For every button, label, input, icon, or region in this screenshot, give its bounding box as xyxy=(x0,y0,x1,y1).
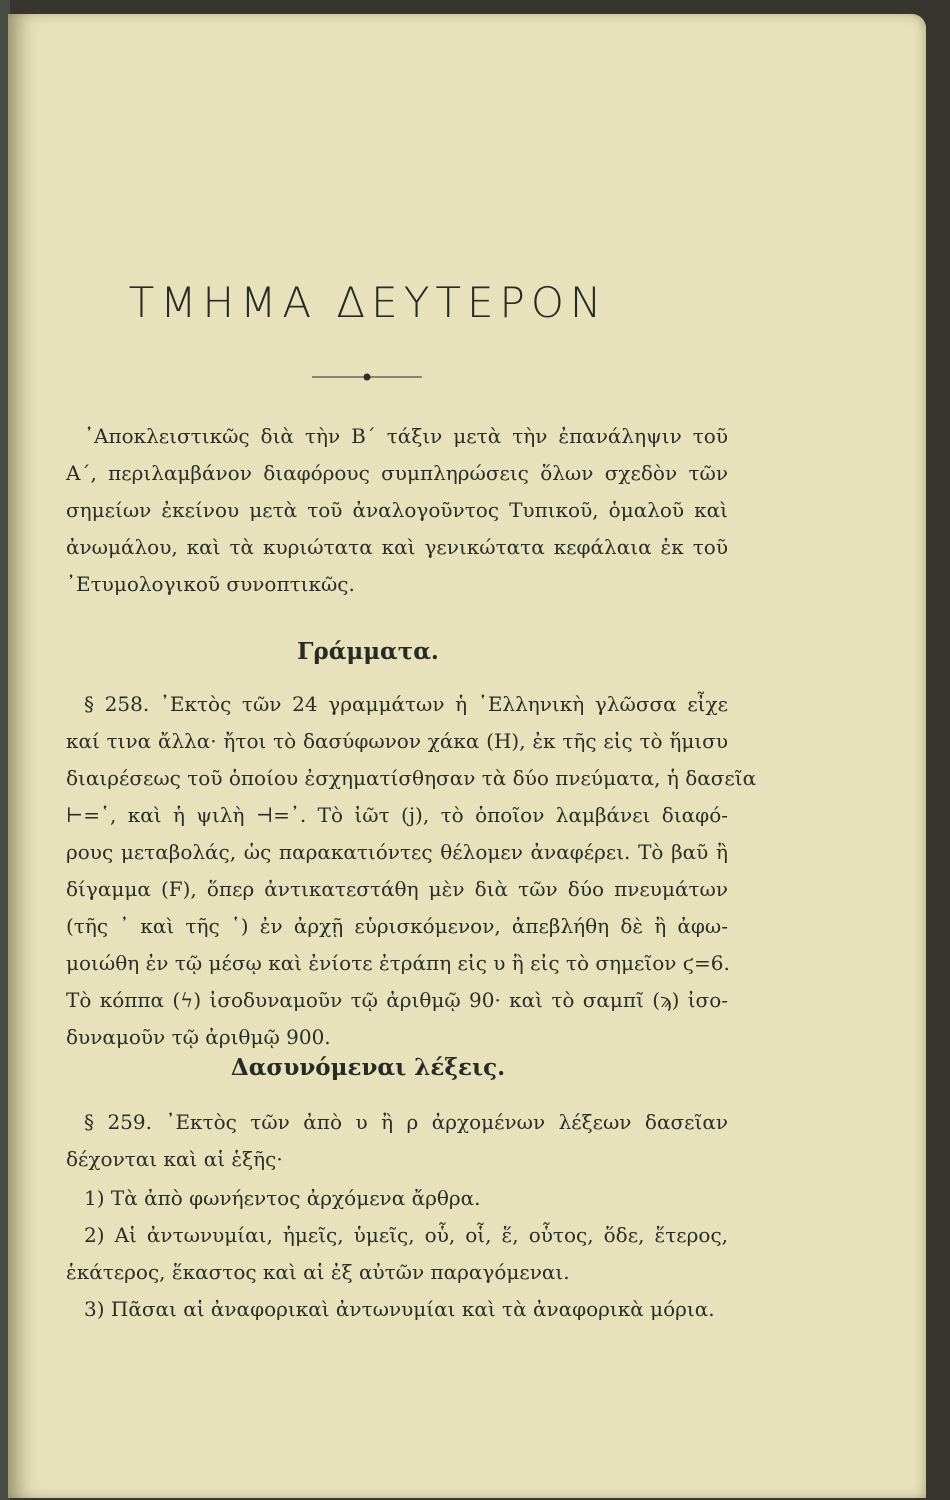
list-item: ἑκάτερος, ἕκαστος καὶ αἱ ἐξ αὐτῶν παραγόμεναι. xyxy=(66,1260,570,1284)
paragraph-258 xyxy=(66,686,757,1056)
heading-grammata: Γράμματα. xyxy=(297,638,439,665)
para-line: δέχονται καὶ αἱ ἑξῆς· xyxy=(66,1147,283,1171)
para-line: (τῆς ᾿ καὶ τῆς ῾) ἐν ἀρχῇ εὑρισκόμενον, ἀπεβλήθη δὲ ἢ ἀφω- xyxy=(66,914,728,938)
intro-line: σημείων ἐκείνου μετὰ τοῦ ἀναλογοῦντος Τυπικοῦ, ὁμαλοῦ καὶ xyxy=(66,498,728,522)
para-line: § 258. ᾿Εκτὸς τῶν 24 γραμμάτων ἡ ῾Ελληνικὴ γλῶσσα εἶχε xyxy=(84,692,728,716)
para-line: διαιρέσεως τοῦ ὁποίου ἐσχηματίσθησαν τὰ δύο πνεύματα, ἡ δασεῖα xyxy=(66,766,757,790)
list-item: 2) Αἱ ἀντωνυμίαι, ἡμεῖς, ὑμεῖς, οὗ, οἷ, ἕ, οὗτος, ὅδε, ἕτερος, xyxy=(84,1223,728,1247)
title-ornament xyxy=(312,370,422,384)
intro-paragraph xyxy=(66,418,728,603)
para-line: μοιώθη ἐν τῷ μέσῳ καὶ ἐνίοτε ἐτράπη εἰς υ ἢ εἰς τὸ σημεῖον ϛ=6. xyxy=(66,951,730,975)
para-line: δίγαμμα (F), ὅπερ ἀντικατεστάθη μὲν διὰ τῶν δύο πνευμάτων xyxy=(66,877,728,901)
page xyxy=(8,14,926,1498)
para-line: ⊢=῾, καὶ ἡ ψιλὴ ⊣=᾿. Τὸ ἰῶτ (j), τὸ ὁποῖον λαμβάνει διαφό- xyxy=(66,803,728,827)
intro-line: ᾿Ετυμολογικοῦ συνοπτικῶς. xyxy=(66,572,355,596)
intro-line: ᾿Αποκλειστικῶς διὰ τὴν Β΄ τάξιν μετὰ τὴν ἐπανάληψιν τοῦ xyxy=(84,424,728,448)
section-title: ΤΜΗΜΑ ΔΕΥΤΕΡΟΝ xyxy=(128,278,608,327)
para-line: καί τινα ἄλλα· ἤτοι τὸ δασύφωνον χάκα (Η), ἐκ τῆς εἰς τὸ ἥμισυ xyxy=(66,729,728,753)
paragraph-259 xyxy=(66,1104,728,1178)
intro-line: Α΄, περιλαμβάνον διαφόρους συμπληρώσεις ὅλων σχεδὸν τῶν xyxy=(66,461,728,485)
para-line: Τὸ κόππα (ϟ) ἰσοδυναμοῦν τῷ ἀριθμῷ 90· καὶ τὸ σαμπῖ (ϡ) ἰσο- xyxy=(66,988,728,1012)
numbered-list xyxy=(66,1180,728,1328)
para-line: § 259. ᾿Εκτὸς τῶν ἀπὸ υ ἢ ρ ἀρχομένων λέξεων δασεῖαν xyxy=(84,1110,728,1134)
para-line: δυναμοῦν τῷ ἀριθμῷ 900. xyxy=(66,1025,331,1049)
list-item: 3) Πᾶσαι αἱ ἀναφορικαὶ ἀντωνυμίαι καὶ τὰ ἀναφορικὰ μόρια. xyxy=(84,1297,715,1321)
para-line: ρους μεταβολάς, ὡς παρακατιόντες θέλομεν ἀναφέρει. Τὸ βαῦ ἢ xyxy=(66,840,728,864)
heading-dasynomenai: Δασυνόμεναι λέξεις. xyxy=(230,1054,506,1081)
intro-line: ἀνωμάλου, καὶ τὰ κυριώτατα καὶ γενικώτατα κεφάλαια ἐκ τοῦ xyxy=(66,535,728,559)
list-item: 1) Τὰ ἀπὸ φωνήεντος ἀρχόμενα ἄρθρα. xyxy=(84,1186,481,1210)
